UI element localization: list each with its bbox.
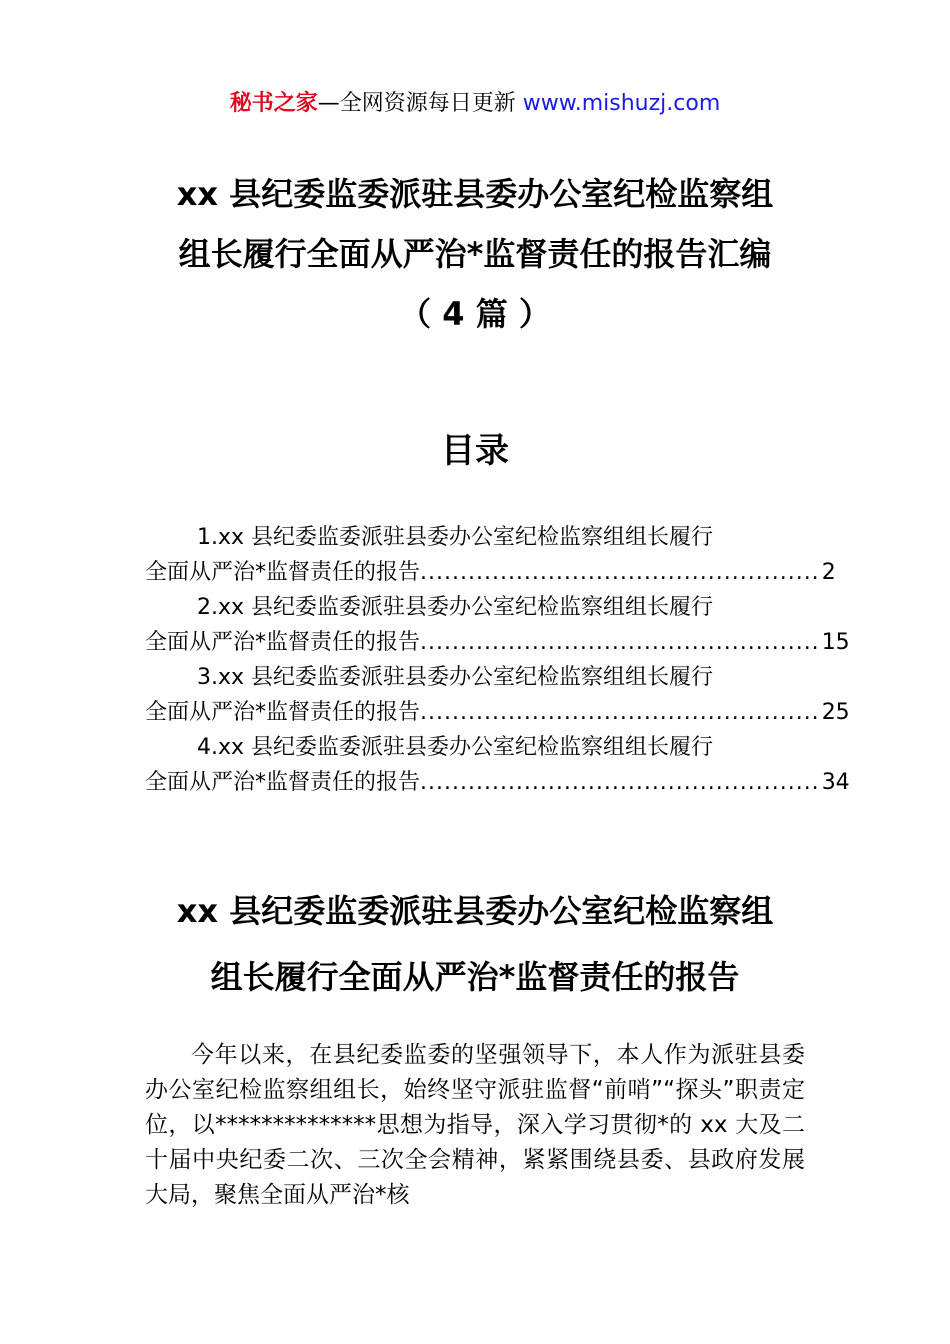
toc-heading: 目录 [441, 431, 509, 471]
banner-tagline: —全网资源每日更新 [317, 91, 523, 116]
toc-item-3[interactable] [145, 660, 850, 730]
toc-item-title: 2.xx 县纪委监委派驻县委办公室纪检监察组组长履行 [197, 595, 714, 620]
toc-item-continuation [145, 626, 850, 660]
toc-item-continuation [145, 556, 836, 590]
document-title-line-2: 组长履行全面从严治*监督责任的报告汇编 [178, 235, 772, 273]
toc-leader-dots: .................................................. [420, 700, 820, 725]
toc-item-2[interactable] [145, 590, 850, 660]
toc-page-number: 25 [821, 700, 850, 725]
toc-item-continuation [145, 696, 850, 730]
document-title-line-1: xx 县纪委监委派驻县委办公室纪检监察组 [176, 175, 774, 213]
toc-item-subtitle: 全面从严治*监督责任的报告 [145, 560, 421, 585]
toc-item-title: 1.xx 县纪委监委派驻县委办公室纪检监察组组长履行 [197, 525, 714, 550]
document-title-line-3: （ 4 篇 ） [399, 295, 551, 333]
toc-leader-dots: .................................................. [420, 630, 820, 655]
toc-item-4[interactable] [145, 730, 850, 800]
toc-leader-dots: .................................................. [420, 560, 820, 585]
toc-page-number: 2 [821, 560, 836, 585]
toc-item-subtitle: 全面从严治*监督责任的报告 [145, 630, 421, 655]
toc-item-subtitle: 全面从严治*监督责任的报告 [145, 770, 421, 795]
site-url-link[interactable]: www.mishuzj.com [522, 91, 721, 116]
toc-item-title: 4.xx 县纪委监委派驻县委办公室纪检监察组组长履行 [197, 735, 714, 760]
section-title [130, 878, 820, 1010]
toc-item-subtitle: 全面从严治*监督责任的报告 [145, 700, 421, 725]
section-title-line-2: 组长履行全面从严治*监督责任的报告 [210, 958, 740, 996]
section-title-line-1: xx 县纪委监委派驻县委办公室纪检监察组 [176, 892, 774, 930]
toc-page-number: 34 [821, 770, 850, 795]
body-paragraph: 今年以来，在县纪委监委的坚强领导下，本人作为派驻县委办公室纪检监察组组长，始终坚守派驻监督“前哨”“探头”职责定位，以**************思想为指导，深入学习贯彻*的 xx 大及二十届中央纪委二次、三次全会精神，紧紧围绕县委、县政府发展大局，聚焦全面从严治*核 [145, 1042, 805, 1208]
brand-name: 秘书之家 [229, 91, 318, 116]
toc-leader-dots: .................................................. [420, 770, 820, 795]
toc-item-1[interactable] [145, 520, 836, 590]
toc-item-continuation [145, 766, 850, 800]
toc-page-number: 15 [821, 630, 850, 655]
site-banner [0, 88, 950, 120]
toc-item-title: 3.xx 县纪委监委派驻县委办公室纪检监察组组长履行 [197, 665, 714, 690]
document-title [130, 164, 820, 344]
table-of-contents [145, 520, 850, 800]
